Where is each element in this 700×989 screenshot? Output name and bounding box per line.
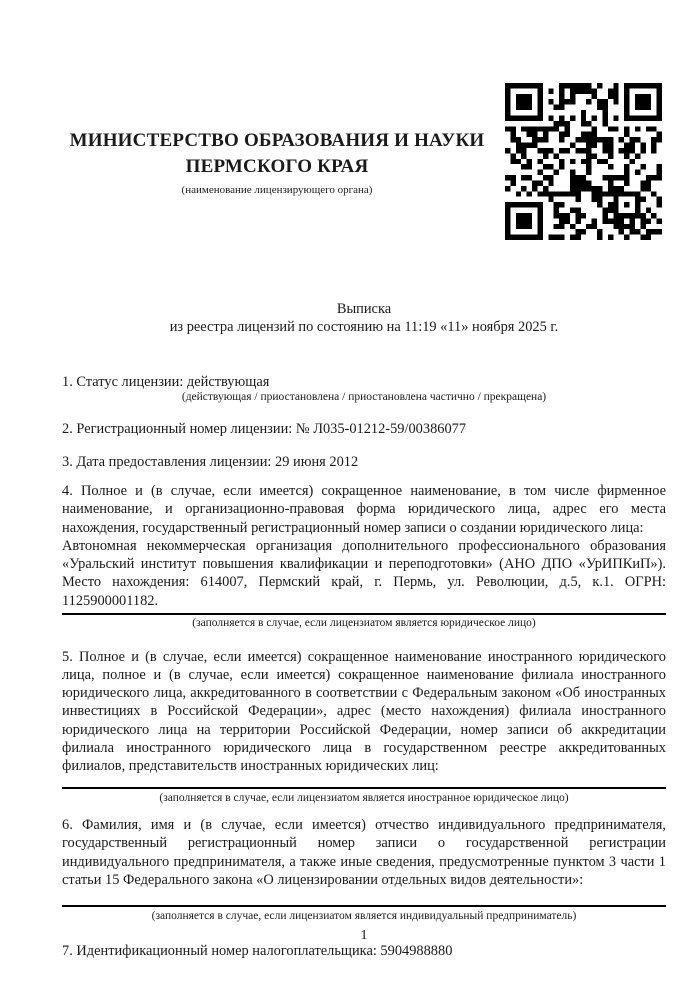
item-entrepreneur-label: 6. Фамилия, имя и (в случае, если имеется) отчество индивидуального предпринимателя, государственный регистрационный номер записи о государственной регистрации индивидуального предпринимателя, а также иные сведения, предусмотренные пунктом 3 части 1 статьи 15 Федерального закона «О лицензировании отдельных видов деятельности»: — [62, 817, 666, 889]
fill-in-line-entrepreneur — [62, 905, 666, 907]
document-title-line2: из реестра лицензий по состоянию на 11:19 «11» ноября 2025 г. — [169, 319, 559, 336]
item-foreign-entity-note: (заполняется в случае, если лицензиатом является иностранное юридическое лицо) — [159, 791, 569, 804]
issuing-authority-caption: (наименование лицензирующего органа) — [181, 184, 373, 196]
document-title — [62, 300, 666, 337]
item-entrepreneur-note: (заполняется в случае, если лицензиатом является индивидуальный предприниматель) — [151, 910, 577, 923]
fill-in-line-legal-entity — [62, 613, 666, 615]
document-body — [62, 0, 666, 960]
item-grant-date: 3. Дата предоставления лицензии: 29 июня 2012 — [62, 453, 359, 470]
ministry-name-line2: ПЕРМСКОГО КРАЯ — [185, 156, 369, 177]
item-license-status-note: (действующая / приостановлена / приостановлена частично / прекращена) — [181, 390, 547, 403]
document-title-line1: Выписка — [336, 301, 392, 317]
item-legal-entity-label: 4. Полное и (в случае, если имеется) сокращенное наименование, в том числе фирменное наименование, и организационно-правовая форма юридического лица, адрес его места нахождения, государственный регистрационный номер записи о создании юридического лица: — [62, 482, 666, 536]
ministry-name-line1: МИНИСТЕРСТВО ОБРАЗОВАНИЯ И НАУКИ — [69, 130, 485, 151]
item-taxpayer-number: 7. Идентификационный номер налогоплательщика: 5904988880 — [62, 942, 453, 959]
item-foreign-entity-label: 5. Полное и (в случае, если имеется) сокращенное наименование иностранного юридического лица, полное и (в случае, если имеется) сокращенное наименование филиала иностранного юридического лица, аккредитованного в соответствии с Федеральным законом «Об иностранных инвестициях в Российской Федерации», адрес (место нахождения) филиала иностранного юридического лица на территории Российской Федерации, номер записи об аккредитации филиала иностранного юридического лица в государственном реестре аккредитованных филиалов, представительств иностранных юридических лиц: — [62, 648, 666, 775]
item-legal-entity-value: Автономная некоммерческая организация дополнительного профессионального образования «Уральский институт повышения квалификации и переподготовки» (АНО ДПО «УрИПКиП»). Место нахождения: 614007, Пермский край, г. Пермь, ул. Революции, д.5, к.1. ОГРН: 1125900001182. — [62, 537, 666, 609]
fill-in-line-foreign-entity — [62, 787, 666, 789]
item-legal-entity-note: (заполняется в случае, если лицензиатом является юридическое лицо) — [192, 617, 536, 630]
item-license-status: 1. Статус лицензии: действующая — [62, 373, 270, 390]
page-number: 1 — [360, 928, 368, 943]
item-registration-number: 2. Регистрационный номер лицензии: № Л035-01212-59/00386077 — [62, 421, 467, 438]
